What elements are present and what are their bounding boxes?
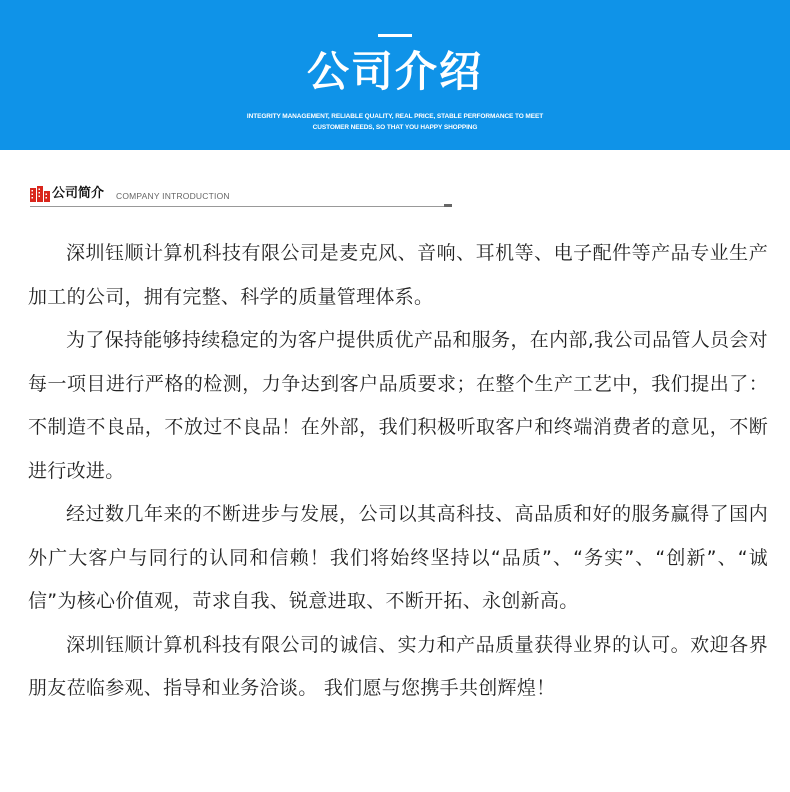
section-divider bbox=[30, 206, 452, 207]
banner-title: 公司介绍 bbox=[306, 47, 483, 96]
section-subtitle: COMPANY INTRODUCTION bbox=[116, 191, 230, 201]
intro-paragraph-3: 经过数几年来的不断进步与发展，公司以其高科技、高品质和好的服务赢得了国内外广大客户与同行的认同和信赖！我们将始终坚持以“品质”、“务实”、“创新”、“诚信”为核心价值观，苛求自我、锐意进取、不断开拓、永创新高。 bbox=[28, 503, 768, 612]
header-banner bbox=[0, 0, 790, 150]
intro-paragraph-4: 深圳钰顺计算机科技有限公司的诚信、实力和产品质量获得业界的认可。欢迎各界朋友莅临参观、指导和业务洽谈。 我们愿与您携手共创辉煌！ bbox=[28, 633, 768, 699]
banner-subtitle-line-1: INTEGRITY MANAGEMENT, RELIABLE QUALITY, REAL PRICE, STABLE PERFORMANCE TO MEET bbox=[246, 113, 544, 120]
section-heading bbox=[30, 184, 450, 206]
section-divider-end-mark bbox=[444, 204, 452, 207]
section-title: 公司简介 bbox=[52, 186, 105, 201]
banner-subtitle-line-2: CUSTOMER NEEDS, SO THAT YOU HAPPY SHOPPING bbox=[312, 124, 478, 131]
building-icon bbox=[30, 186, 50, 202]
banner-accent-line bbox=[378, 34, 412, 37]
intro-paragraph-2: 为了保持能够持续稳定的为客户提供质优产品和服务，在内部,我公司品管人员会对每一项目进行严格的检测，力争达到客户品质要求；在整个生产工艺中，我们提出了：不制造不良品，不放过不良品！在外部，我们积极听取客户和终端消费者的意见，不断进行改进。 bbox=[28, 329, 768, 482]
intro-content bbox=[28, 232, 768, 711]
intro-paragraph-1: 深圳钰顺计算机科技有限公司是麦克风、音响、耳机等、电子配件等产品专业生产加工的公司，拥有完整、科学的质量管理体系。 bbox=[28, 242, 768, 308]
